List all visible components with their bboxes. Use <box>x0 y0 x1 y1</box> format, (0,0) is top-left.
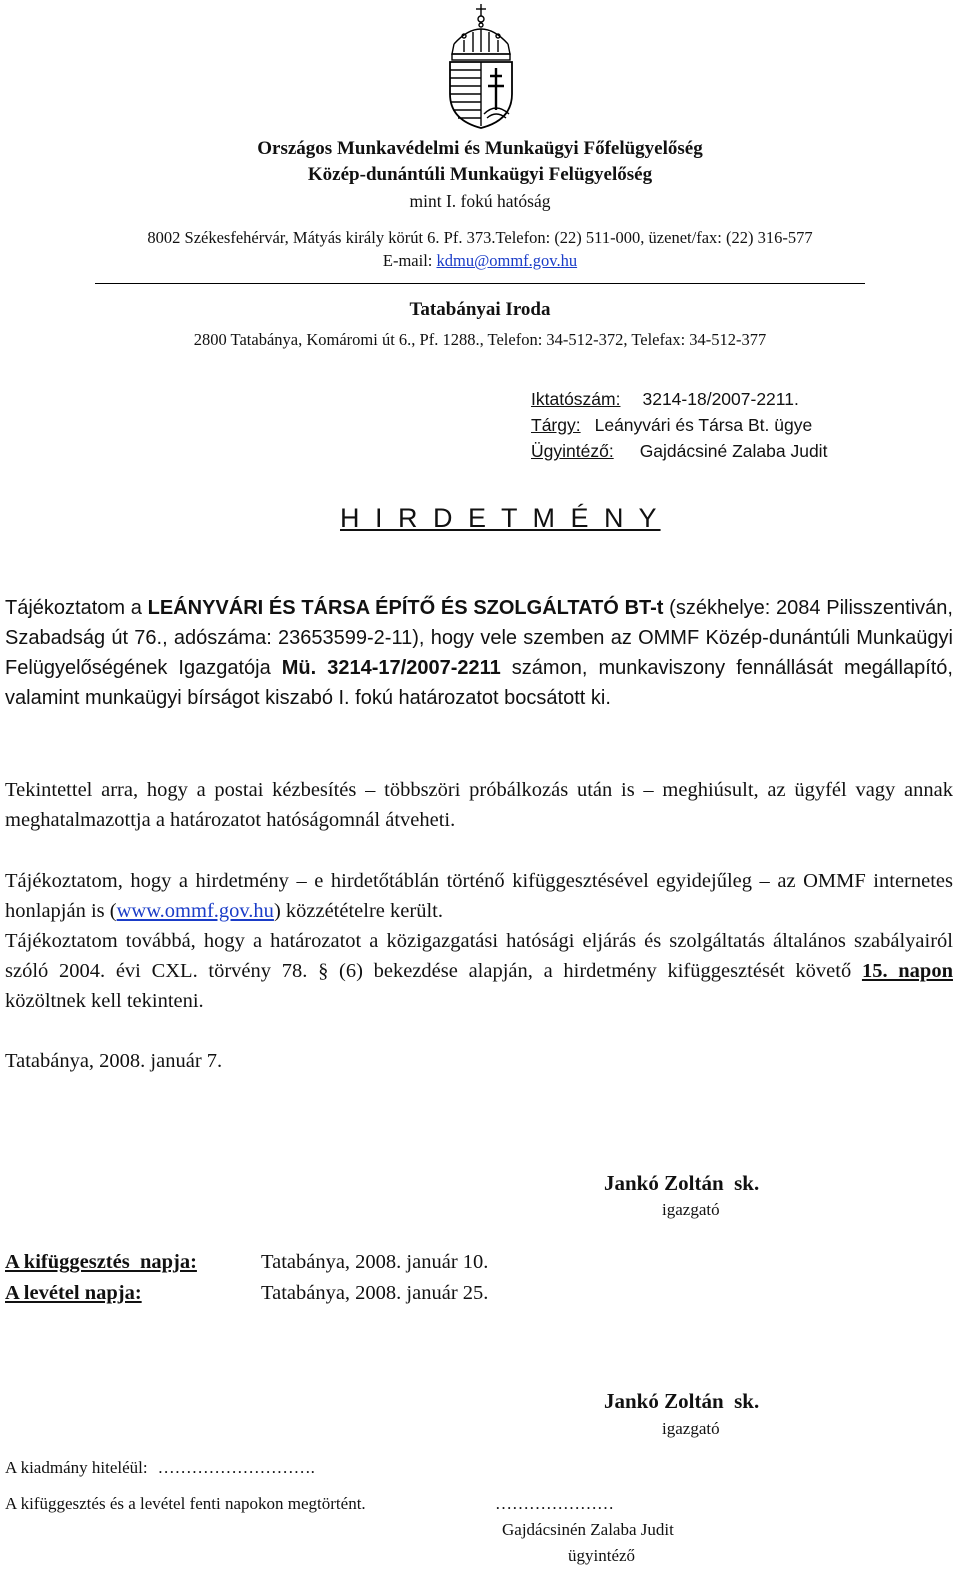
p4-day: 15. napon <box>861 960 953 982</box>
footer-statement: A kifüggesztés és a levétel fenti napokon megtörtént. <box>5 1494 366 1513</box>
signature-1-role: igazgató <box>662 1200 720 1219</box>
kifuggesztes-value: Tatabánya, 2008. január 10. <box>261 1251 489 1273</box>
coat-of-arms-icon <box>440 2 522 130</box>
signature-2-role: igazgató <box>662 1419 720 1438</box>
targy-value: Leányvári és Társa Bt. ügye <box>594 415 813 435</box>
header-divider <box>95 283 865 284</box>
p1-reference: Mü. 3214-17/2007-2211 <box>281 657 501 679</box>
paragraph-3 <box>5 866 953 926</box>
meta-ugyintezo <box>531 441 827 462</box>
kifuggesztes-label: A kifüggesztés napja: <box>5 1251 197 1273</box>
header-address: 8002 Székesfehérvár, Mátyás király körút 6. Pf. 373.Telefon: (22) 511-000, üzenet/fax: (22) 316-577 <box>147 228 813 247</box>
iktato-value: 3214-18/2007-2211. <box>642 389 799 409</box>
p3-text-a: Tájékoztatom, hogy a hirdetmény – e hirdetőtáblán történő kifüggesztésével egyidejűleg – az OMMF internetes honlapján is ( <box>5 870 953 922</box>
ugyintezo-value: Gajdácsiné Zalaba Judit <box>639 441 828 461</box>
p4-text-b: közöltnek kell tekinteni. <box>5 990 204 1012</box>
meta-iktato <box>531 389 799 410</box>
p3-text-b: ) közzétételre került. <box>273 900 443 922</box>
p1-company: LEÁNYVÁRI ÉS TÁRSA ÉPÍTŐ ÉS SZOLGÁLTATÓ BT-t <box>147 597 664 619</box>
hiteleul-label: A kiadmány hiteléül: <box>5 1458 148 1477</box>
email-label: E-mail: <box>382 251 437 270</box>
org-line-2: Közép-dunántúli Munkaügyi Felügyelőség <box>307 164 653 185</box>
page-title: H I R D E T M É N Y <box>340 503 661 533</box>
posting-kifuggesztes <box>5 1251 197 1274</box>
ugyintezo-label: Ügyintéző: <box>531 441 614 461</box>
paragraph-1 <box>5 593 953 713</box>
p1-text-b: (székhelye: 2084 Pilisszentiván, Szabadság út 76., adószáma: 23653599-2-11), hogy vele szemben az OMMF Közép-dunántúli Munkaügyi Felügyelőségének Igazgatója <box>5 597 953 679</box>
org-line-3: mint I. fokú hatóság <box>409 191 551 211</box>
hiteleul-dots: ………………………. <box>157 1458 315 1477</box>
office-address: 2800 Tatabánya, Komáromi út 6., Pf. 1288., Telefon: 34-512-372, Telefax: 34-512-377 <box>193 330 767 349</box>
header-email-line <box>0 251 960 271</box>
paragraph-2: Tekintettel arra, hogy a postai kézbesítés – többszöri próbálkozás után is – meghiúsult, az ügyfél vagy annak meghatalmazottja a határozatot hatóságomnál átveheti. <box>5 779 953 831</box>
levetel-label: A levétel napja: <box>5 1282 142 1304</box>
email-link[interactable]: kdmu@ommf.gov.hu <box>436 251 578 270</box>
signature-2-name: Jankó Zoltán sk. <box>604 1389 760 1413</box>
p1-text-c: számon, munkaviszony fennállását megállapító, valamint munkaügyi bírságot kiszabó I. fokú határozatot bocsátott ki. <box>5 657 953 709</box>
paragraph-4 <box>5 926 953 1016</box>
posting-levetel <box>5 1282 142 1305</box>
org-line-1: Országos Munkavédelmi és Munkaügyi Főfelügyelőség <box>257 138 703 159</box>
iktato-label: Iktatószám: <box>531 389 621 409</box>
office-name: Tatabányai Iroda <box>409 299 551 320</box>
footer-signer-role: ügyintéző <box>568 1546 636 1565</box>
place-date: Tatabánya, 2008. január 7. <box>5 1050 223 1072</box>
signature-1-name: Jankó Zoltán sk. <box>604 1171 760 1195</box>
levetel-value: Tatabánya, 2008. január 25. <box>261 1282 489 1304</box>
footer-signer-name: Gajdácsinén Zalaba Judit <box>502 1520 674 1539</box>
meta-targy <box>531 415 812 436</box>
p1-text-a: Tájékoztatom a <box>5 597 148 619</box>
p4-text-a: Tájékoztatom továbbá, hogy a határozatot a közigazgatási hatósági eljárás és szolgáltatás általános szabályairól szóló 2004. évi CXL. törvény 78. § (6) bekezdése alapján, a hirdetmény kifüggesztését követő <box>5 930 953 982</box>
footer-sign-dots: ………………… <box>495 1494 614 1513</box>
ommf-website-link[interactable]: www.ommf.gov.hu <box>116 900 274 922</box>
hiteleul-line <box>5 1458 315 1478</box>
targy-label: Tárgy: <box>531 415 581 435</box>
